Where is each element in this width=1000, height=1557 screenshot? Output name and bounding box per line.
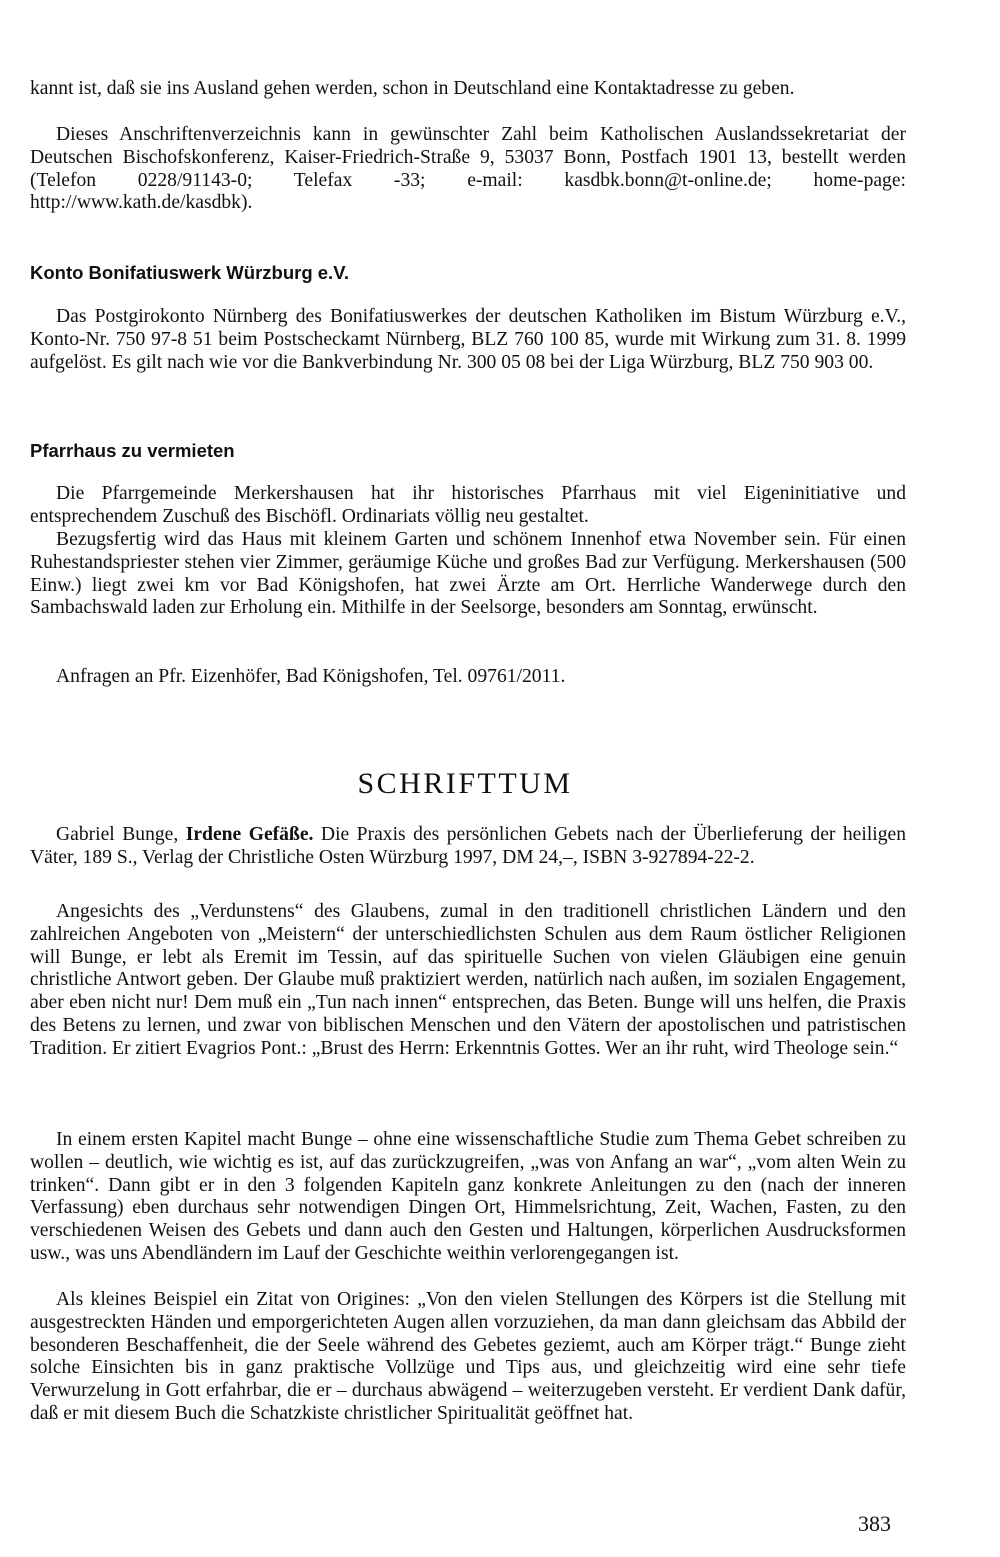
address-paragraph: Dieses Anschriftenverzeichnis kann in gewünschter Zahl beim Katholischen Auslandssekretariat der Deutschen Bischofskonferenz, Kaiser-Friedrich-Straße 9, 53037 Bonn, Postfach 1901 13, bestellt werden (Telefon 0228/91143-0; Telefax -33; e-mail: kasdbk.bonn@t-online.de; home-page: http://www.kath.de/kasdbk). <box>30 124 906 214</box>
review-author: Gabriel Bunge, <box>56 824 186 845</box>
review-paragraph-1: Angesichts des „Verdunstens“ des Glaubens, zumal in den traditionell christlichen Ländern und den zahlreichen Angeboten von „Meistern“ der unterschiedlichsten Schulen aus dem Raum östlicher Religionen will Bunge, er lebt als Eremit im Tessin, auf das spirituelle Suchen von vielen Gläubigen eine genuin christliche Antwort geben. Der Glaube muß praktiziert werden, natürlich nach außen, im sozialen Engagement, aber eben nicht nur! Dem muß ein „Tun nach innen“ entsprechen, das Beten. Bunge will uns helfen, die Praxis des Betens zu lernen, und zwar von biblischen Menschen und den Vätern der apostolischen und patristischen Tradition. Er zitiert Evagrios Pont.: „Brust des Herrn: Erkenntnis Gottes. Wer an ihr ruht, wird Theologe sein.“ <box>30 901 906 1059</box>
review-book-title: Irdene Gefäße. <box>185 824 314 845</box>
review-bibliography <box>30 824 906 870</box>
review-biblio-details: Die Praxis des persönlichen Gebets nach der Überlieferung der heiligen Väter, 189 S., Verlag der Christliche Osten Würzburg 1997, DM 24,–, ISBN 3-927894-22-2. <box>30 824 906 868</box>
pfarrhaus-paragraph-2: Bezugsfertig wird das Haus mit kleinem Garten und schönem Innenhof etwa November sein. Für einen Ruhestandspriester stehen vier Zimmer, geräumige Küche und großes Bad zur Verfügung. Merkershausen (500 Einw.) liegt zwei km vor Bad Königshofen, hat zwei Ärzte am Ort. Herrliche Wanderwege durch den Sambachswald laden zur Erholung ein. Mithilfe in der Seelsorge, besonders am Sonntag, erwünscht. <box>30 529 906 619</box>
section-title-schrifttum: SCHRIFTTUM <box>357 767 573 800</box>
konto-paragraph: Das Postgirokonto Nürnberg des Bonifatiuswerkes der deutschen Katholiken im Bistum Würzburg e.V., Konto-Nr. 750 97-8 51 beim Postscheckamt Nürnberg, BLZ 760 100 85, wurde mit Wirkung zum 31. 8. 1999 aufgelöst. Es gilt nach wie vor die Bankverbindung Nr. 300 05 08 bei der Liga Würzburg, BLZ 750 903 00. <box>30 306 906 373</box>
page-number: 383 <box>858 1511 891 1536</box>
pfarrhaus-paragraph-1: Die Pfarrgemeinde Merkershausen hat ihr historisches Pfarrhaus mit viel Eigeninitiative und entsprechendem Zuschuß des Bischöfl. Ordinariats völlig neu gestaltet. <box>30 483 906 527</box>
section-heading-pfarrhaus: Pfarrhaus zu vermieten <box>30 440 235 461</box>
pfarrhaus-paragraph-3: Anfragen an Pfr. Eizenhöfer, Bad Königshofen, Tel. 09761/2011. <box>56 666 566 687</box>
intro-paragraph: kannt ist, daß sie ins Ausland gehen werden, schon in Deutschland eine Kontaktadresse zu geben. <box>30 78 795 99</box>
review-paragraph-3: Als kleines Beispiel ein Zitat von Origines: „Von den vielen Stellungen des Körpers ist die Stellung mit ausgestreckten Händen und emporgerichteten Augen allen vorzuziehen, da man dann gleichsam das Abbild der besonderen Beschaffenheit, die der Seele während des Gebetes geziemt, auch am Körper trägt.“ Bunge zieht solche Einsichten bis in ganz praktische Vollzüge und Tips aus, und gleichzeitig wird eine sehr tiefe Verwurzelung in Gott erfahrbar, die er – durchaus abwägend – weiterzugeben versteht. Er verdient Dank dafür, daß er mit diesem Buch die Schatzkiste christlicher Spiritualität geöffnet hat. <box>30 1289 906 1424</box>
review-paragraph-2: In einem ersten Kapitel macht Bunge – ohne eine wissenschaftliche Studie zum Thema Gebet schreiben zu wollen – deutlich, wie wichtig es ist, auf das zurückzugreifen, „was von Anfang an war“, „vom alten Wein zu trinken“. Dann gibt er in den 3 folgenden Kapiteln ganz konkrete Anleitungen zu den (nach der inneren Verfassung) eben durchaus sehr notwendigen Dingen Ort, Himmelsrichtung, Zeit, Wachen, Fasten, zu den verschiedenen Weisen des Gebets und dann auch den Gesten und Haltungen, körperlichen Ausdrucksformen usw., was uns Abendländern im Lauf der Geschichte weithin verlorengegangen ist. <box>30 1129 906 1264</box>
section-heading-konto: Konto Bonifatiuswerk Würzburg e.V. <box>30 262 349 283</box>
